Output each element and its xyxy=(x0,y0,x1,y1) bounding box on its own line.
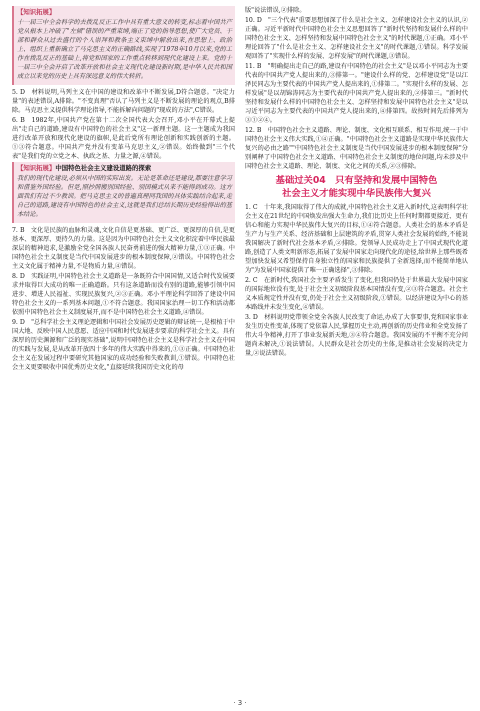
answer-12: 12. B 中国特色社会主义道路、理论、制度、文化相互联系、相互作用,统一于中国特色社会主义伟大实践,①④正确。"中国特色社会主义道路是实现中华民族伟大复兴的必由之路""中国特色社会主义制度是当代中国发展进步的根本制度保障"分别阐释了中国特色社会主义道路、中国特色社会主义制度的地位问题,均未涉及中国特色社会主义道路、理论、制度、文化之间的关系,②③排除。 xyxy=(245,127,468,170)
left-column xyxy=(12,6,235,696)
knowledge-text: 十一届三中全会科学的去拨乱反正工作中具有重大意义的转变,标志着中国共产党从根本上冲破了"左倾"错误的严重束缚,端正了党的指导思想,使广大党员、干部和群众从过去盛行的个人崇拜和教条主义束缚中解放出来,在思想上、政治上、组织上重新确立了马克思主义的正确路线,实现了1978年10月以来,党的工作在拨乱反正的基础上,将党和国家的工作重点转移到现代化建设上来。党的十一届三中全会开启了改革开放和社会主义现代化建设新时期,是中华人民共和国成立以来党的历史上具有深远意义的伟大转折。 xyxy=(17,19,232,80)
answer-7: 7. B 文化是民族的血脉和灵魂,文化自信是更基础、更广泛、更深厚的自信,是更基本、更深厚、更持久的力量。这是因为中国特色社会主义文化积淀着中华民族最深层的精神追求,是激励全党全国各族人民奋勇前进的强大精神力量,①③正确。中国特色社会主义制度是当代中国发展进步的根本制度保障,②错误。中国特色社会主义文化属于精神力量,不是物质力量,④错误。 xyxy=(12,227,235,270)
page-number: · 3 · xyxy=(233,699,247,707)
answer-9: 9. D "总科学社会主义理论逻辑和中国社会发展历史逻辑的辩证统一,是根植于中国大地、反映中国人民意愿、适应中国和时代发展进步要求的科学社会主义。具有深厚的历史渊源和广泛的现实基础",说明中国特色社会主义是科学社会主义在中国的实践与发展,是从改革开放四十多年的伟大实践中得来的,①③正确。中国特色社会主义在发展过程中要研究其他国家的成功经验和失败教训,①错误。中国特色社会主义更要吸收中国优秀历史文化,"直接延续我国历史文化的母 xyxy=(12,319,235,371)
answer-2: 2. C 在新时代,我国社会主要矛盾发生了变化,但我国仍处于世界最大发展中国家的国际地位没有变,处于社会主义初级阶段基本国情没有变,②③符合题意。社会主义本质规定性并没有变,仍处于社会主义初级阶段,①错误。以经济建设为中心的基本路线并未发生变化,④错误。 xyxy=(245,277,468,311)
answer-5: 5. D 材料说明,马列主义在中国的建设和改革中不断发展,D符合题意。"决定力量"的表述错误,A排除。"不变真理"否认了马列主义是不断发展的理论的观点,B排除。马克思主义提供科学理论指导,不能拆解向问题的"现成的方法",C错误。 xyxy=(12,89,235,114)
knowledge-tag: 【知识拓展】中国特色社会主义建设道路的探索 xyxy=(17,164,152,172)
section-title-line-2: 社会主义才能实现中华民族伟大复兴 xyxy=(282,188,431,199)
section-title-line-1: 基础过关04 只有坚持和发展中国特色 xyxy=(275,175,438,186)
knowledge-box-2 xyxy=(12,162,235,223)
section-banner xyxy=(245,174,468,200)
knowledge-tag: 【知识拓展】 xyxy=(17,8,56,16)
answer-10: 10. D "三个代表"重要思想加深了什么是社会主义、怎样建设社会主义的认识,②正确。习近平新时代中国特色社会主义思想回答了"新时代坚持和发展什么样的中国特色社会主义、怎样坚持和发展中国特色社会主义"的时代课题,①正确。邓小平理论回答了"什么是社会主义、怎样建设社会主义"的时代课题,①错误。科学发展观回答了"实现什么样的发展、怎样发展"的时代课题,③错误。 xyxy=(245,17,468,60)
answer-6: 6. B 1982年,中国共产党在第十二次全国代表大会召开,邓小平在开幕式上提出"走自己的道路,建设有中国特色的社会主义"这一新理主题。这一主题成为我国进行改革开放和现代化建设的旗帜,是此后党所有理论创新和实践创新的主题。①③符合题意。中国共产党并没有变革马克思主义,②错误。始终做到"三个代表"是我们党的立党之本、执政之基、力量之源,④错误。 xyxy=(12,117,235,160)
answer-11: 11. B "明确提出走自己的路,建设有中国特色的社会主义"是以邓小平同志为主要代表的中国共产党人提出来的,③排第一。"建设什么样的党、怎样建设党"是以江泽民同志为主要代表的中国共产党人提出来的,①排第二。"实现什么样的发展、怎样发展"是以胡锦涛同志为主要代表的中国共产党人提出来的,②排第三。"新时代坚持和发展什么样的中国特色社会主义、怎样坚持和发展中国特色社会主义"是以习近平同志为主要代表的中国共产党人提出来的,④排第四。故按时间先后排列为③①②④。 xyxy=(245,63,468,124)
right-column xyxy=(245,6,468,696)
knowledge-box-1 xyxy=(12,6,235,85)
knowledge-text: 我们的现代化建设,必须从中国的实际出发。无论是革命还是建设,都要注意学习和借鉴外国经验。但是,照抄照搬别国经验、别国模式从来不能得到成功。这方面我们有过不少教训。把马克思主义的普遍真理同我国的具体实践结合起来,走自己的道路,建设有中国特色的社会主义,这就是我们总结长期历史经验得出的基本结论。 xyxy=(17,175,232,218)
continued-text: 版"说法错误,②排除。 xyxy=(245,7,306,14)
answer-3: 3. D 材料说明党带领全党全各族人民改变了命运,办成了大事要事,党和国家事业发生历史性变革,体现了党依靠人民,掌握历史主动,再创新的历史伟业和全党发扬了伟大斗争精神,打开了事业发展新天地,③④符合题意。我国发展的不平衡不充分问题尚未解决,①说法错误。人民群众是社会历史的主体,是推动社会发展的决定力量,②说法错误。 xyxy=(245,314,468,357)
two-column-layout xyxy=(12,6,468,696)
answer-1: 1. C 十年来,我国取得了伟大的成就,中国特色社会主义进入新时代,这表明科学社会主义在21世纪的中国焕发出强大生命力,我们比历史上任何时期都更接近、更有信心和能力实现中华民族伟大复兴的目标,①④符合题意。人类社会的基本矛盾是生产力与生产关系、经济基础和上层建筑的矛盾,贯穿人类社会发展的始终,不能说我国解决了新时代社会基本矛盾,②排除。党领导人民成功走上了中国式现代化道路,创造了人类文明新形态,拓展了发展中国家走向现代化的途径,给世界上那些既希望加快发展又希望保持自身独立性的国家和民族提供了全新选择,而不能简单地认为"为发展中国家提供了唯一正确选择",③排除。 xyxy=(245,204,468,274)
answer-8: 8. D 实践证明,中国特色社会主义道路是一条既符合中国国情,又适合时代发展要求并取得巨大成功的唯一正确道路。只有这条道路而没有别的道路,能够引领中国进步、增进人民福祉、实现民族复兴,②③正确。邓小平理论科学回答了建设中国特色社会主义的一系列基本问题,①不符合题意。我国国家治理一切工作和活动都依照中国特色社会主义制度展开,而不是中国特色社会主义道路,④错误。 xyxy=(12,273,235,316)
